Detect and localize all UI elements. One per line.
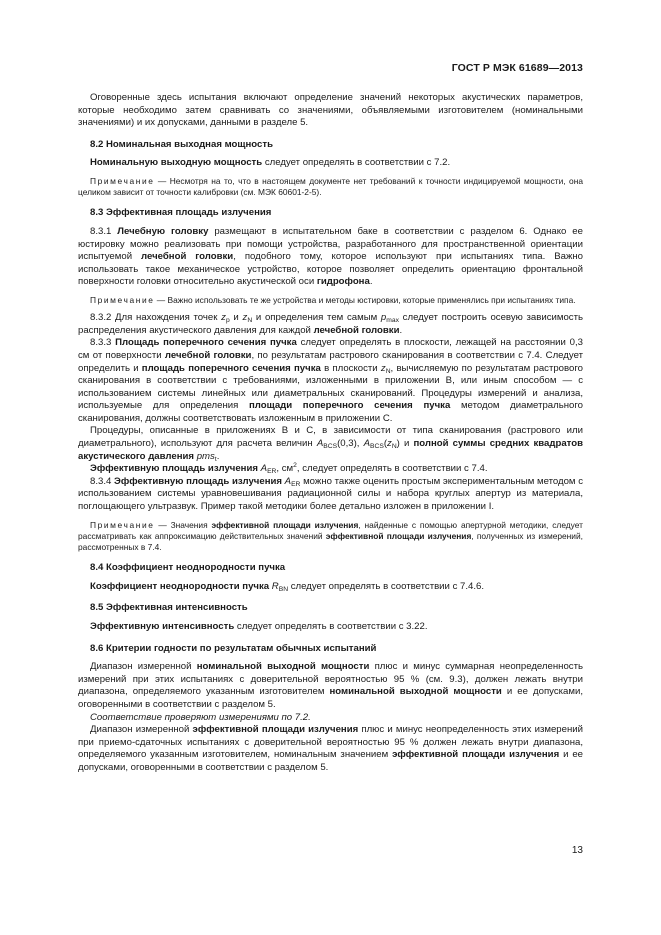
section-8-6-compliance: Соответствие проверяют измерениями по 7.2. [90, 711, 311, 723]
section-8-3-note-1: Примечание — Важно использовать те же устройства и методы юстировки, которые применялись при испытаниях типа. [90, 294, 576, 305]
section-8-3-heading: 8.3 Эффективная площадь излучения [90, 207, 272, 219]
section-8-2-heading: 8.2 Номинальная выходная мощность [90, 138, 273, 150]
section-8-5-paragraph: Эффективную интенсивность следует определять в соответствии с 3.22. [90, 621, 428, 633]
para-8-3-3: 8.3.3 Площадь поперечного сечения пучка следует определять в плоскости, лежащей на расстоянии 0,3 см от поверхности лечебной головки, по результатам растрового сканирования в соответствии с 7.4. Следует определить и площадь поперечного сечения пучка в плоскости $z_N$, вычисляемую по результатам растрового сканирования в соответствии с требованиями, изложенными в приложении В, или иным способом — с использованием системы линейных или диаметральных сканирований. Процедуры измерений и анализа, используемые для определения площади поперечного сечения пучка методом диаметрального сканирования, должны соответствовать изложенным в приложении С. [78, 337, 583, 424]
para-8-3-4: 8.3.4 Эффективную площадь излучения $A_{ER}$ можно также оценить простым экспериментальным методом с использованием системы уравновешивания радиационной силы и набора круглых апертур из материала, поглощающего ультразвук. Пример такой методики более детально изложен в приложении I. [78, 475, 583, 513]
para-8-3-1: 8.3.1 Лечебную головку размещают в испытательном баке в соответствии с разделом 6. Однако ее юстировку можно реализовать при помощи устройства, разработанного для пространственной ориентации испытуемой лечебной головки, подобного тому, которое используют при испытаниях типа. Важно использовать такое механическое устройство, которое позволяет определить ориентацию фронтальной поверхности головки относительно акустической оси гидрофона. [78, 225, 584, 288]
page-content [78, 92, 583, 775]
para-8-3-2: 8.3.2 Для нахождения точек $z_p$ и $z_N$ и определения тем самым $p_{max}$ следует построить осевую зависимость распределения акустического давления для каждой лечебной головки. [78, 312, 583, 336]
section-8-2-paragraph: Номинальную выходную мощность следует определять в соответствии с 7.2. [90, 157, 451, 169]
intro-paragraph: Оговоренные здесь испытания включают определение значений некоторых акустических параметров, которые необходимо затем сравнивать со значениями, объявляемыми изготовителем (номинальными значениями) и их допусками, данными в разделе 5. [78, 92, 583, 129]
document-id: ГОСТ Р МЭК 61689—2013 [451, 62, 583, 74]
para-8-3-3-procedures: Процедуры, описанные в приложениях В и С, в зависимости от типа сканирования (растрового или диаметрального), используют для расчета величин $A_{BCS}(0,3)$, $A_{BCS}(z_N)$ и полной суммы средних квадратов акустического давления pms$_t$. [78, 425, 583, 463]
section-8-2-note: Примечание — Несмотря на то, что в настоящем документе нет требований к точности индицируемой мощности, она целиком зависит от точности калибровки (см. МЭК 60601-2-5). [78, 175, 583, 198]
section-8-4-heading: 8.4 Коэффициент неоднородности пучка [90, 562, 286, 574]
section-8-6-paragraph-1: Диапазон измеренной номинальной выходной мощности плюс и минус суммарная неопределенность измерений при этих испытаниях с доверительной вероятностью 95 % (см. 9.3), должен лежать внутри диапазона, определяемого указанным изготовителем номинальной выходной мощности и ее допусками, оговоренными в соответствии с разделом 5. [78, 661, 583, 710]
section-8-4-paragraph: Коэффициент неоднородности пучка $R_{BN}$ следует определять в соответствии с 7.4.6. [90, 580, 485, 593]
section-8-3-note-2: Примечание — Значения эффективной площади излучения, найденные с помощью апертурной методики, следует рассматривать как аппроксимацию действительных значений эффективной площади излучения, полученных из измерений, рассмотренных в 7.4. [78, 519, 583, 553]
section-8-6-heading: 8.6 Критерии годности по результатам обычных испытаний [90, 642, 377, 654]
para-8-3-3-effective-area: Эффективную площадь излучения $A_{ER}$, $см^2$, следует определять в соответствии с 7.4. [90, 462, 488, 476]
section-8-5-heading: 8.5 Эффективная интенсивность [90, 602, 248, 614]
page-number: 13 [571, 845, 583, 856]
section-8-6-paragraph-2: Диапазон измеренной эффективной площади излучения плюс и минус неопределенность этих измерений при приемо-сдаточных испытаниях с доверительной вероятностью 95 % должен лежать внутри диапазона, определяемого указанным изготовителем, номинальным значением эффективной площади излучения и ее допусками, оговоренными в соответствии с разделом 5. [78, 724, 583, 773]
